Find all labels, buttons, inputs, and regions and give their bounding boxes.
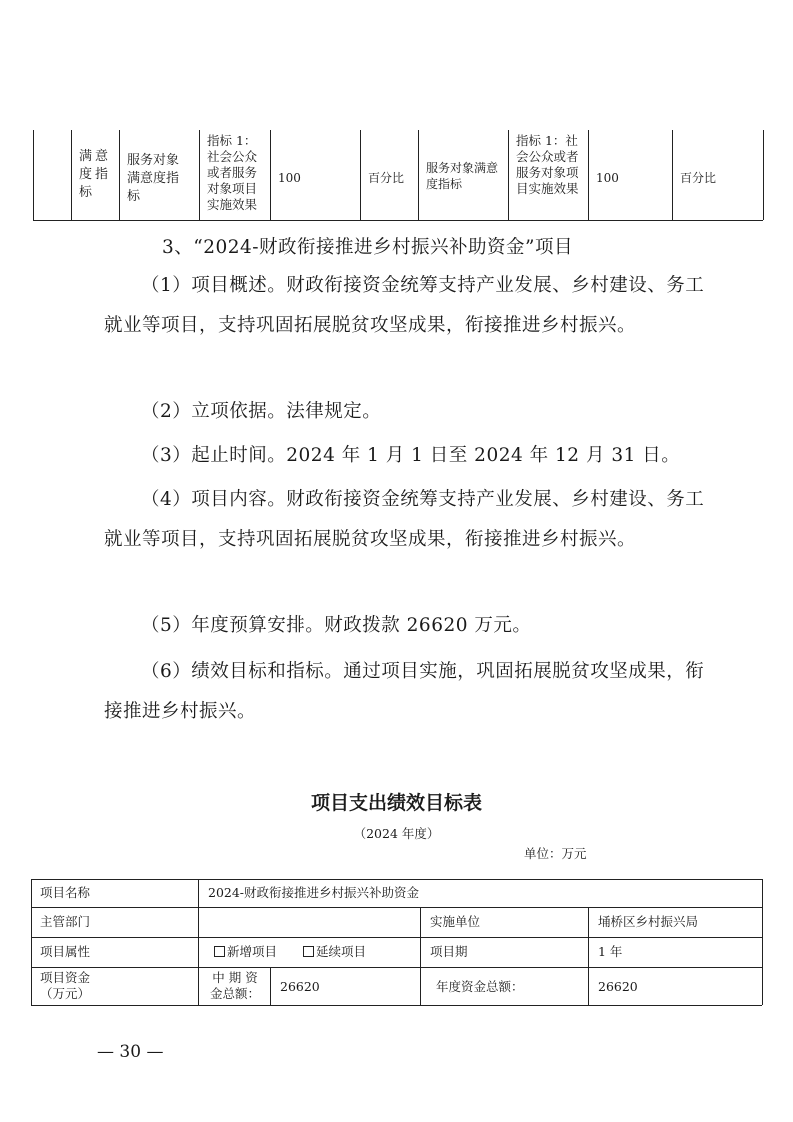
new-project-label: 新增项目 — [227, 944, 278, 959]
funds-label — [34, 970, 194, 1002]
top-table-sub-indicator-2: 服务对象满意度指标 — [426, 161, 499, 191]
paragraph-basis: （2）立项依据。法律规定。 — [141, 401, 382, 422]
mid-term-label-line2: 金总额： — [209, 986, 260, 1001]
dept-label: 主管部门 — [40, 914, 91, 929]
continuing-project-label: 延续项目 — [315, 944, 366, 959]
period-value: 1 年 — [598, 944, 623, 959]
paragraph-goals: （6）绩效目标和指标。通过项目实施，巩固拓展脱贫攻坚成果，衔接推进乡村振兴。 — [104, 661, 705, 722]
form-unit: 单位：万元 — [524, 846, 587, 861]
project-name-value: 2024-财政衔接推进乡村振兴补助资金 — [208, 885, 420, 900]
paragraph-content: （4）项目内容。财政衔接资金统筹支持产业发展、乡村建设、务工就业等项目，支持巩固拓展脱贫攻坚成果，衔接推进乡村振兴。 — [104, 489, 705, 550]
period-label: 项目期 — [430, 944, 468, 959]
mid-term-label — [200, 970, 270, 1002]
funds-label-line2: （万元） — [40, 986, 91, 1001]
top-table-indicator-2: 指标 1：社会公众或者服务对象项目实施效果 — [516, 133, 579, 196]
top-table-category: 满意度指标 — [79, 149, 112, 200]
attr-options — [208, 944, 418, 960]
top-table-unit: 百分比 — [368, 171, 405, 185]
project-name-label: 项目名称 — [40, 885, 91, 900]
attr-label: 项目属性 — [40, 944, 91, 959]
form-title: 项目支出绩效目标表 — [310, 792, 482, 814]
paragraph-overview: （1）项目概述。财政衔接资金统筹支持产业发展、乡村建设、务工就业等项目，支持巩固拓展脱贫攻坚成果，衔接推进乡村振兴。 — [104, 275, 705, 336]
form-year: （2024 年度） — [353, 826, 440, 841]
funds-label-line1: 项目资金 — [40, 970, 91, 985]
top-table-unit-2: 百分比 — [680, 171, 717, 185]
annual-funds-label: 年度资金总额： — [436, 979, 524, 994]
continuing-project-checkbox[interactable] — [303, 946, 314, 957]
top-table-value-2: 100 — [596, 171, 619, 185]
paragraph-period: （3）起止时间。2024 年 1 月 1 日至 2024 年 12 月 31 日。 — [141, 445, 681, 466]
top-table-sub-indicator: 服务对象满意度指标 — [127, 153, 180, 204]
annual-funds-value: 26620 — [598, 979, 638, 994]
impl-unit-value: 埇桥区乡村振兴局 — [598, 914, 699, 929]
top-table-value: 100 — [278, 171, 301, 185]
page-number: — 30 — — [97, 1042, 164, 1062]
new-project-checkbox[interactable] — [214, 946, 225, 957]
mid-term-label-line1: 中 期 资 — [212, 970, 258, 985]
mid-term-value: 26620 — [280, 979, 320, 994]
paragraph-budget: （5）年度预算安排。财政拨款 26620 万元。 — [141, 615, 532, 636]
impl-unit-label: 实施单位 — [430, 914, 481, 929]
section-heading: 3、“2024-财政衔接推进乡村振兴补助资金”项目 — [162, 237, 574, 258]
top-table-indicator: 指标 1：社会公众或者服务对象项目实施效果 — [207, 133, 258, 212]
